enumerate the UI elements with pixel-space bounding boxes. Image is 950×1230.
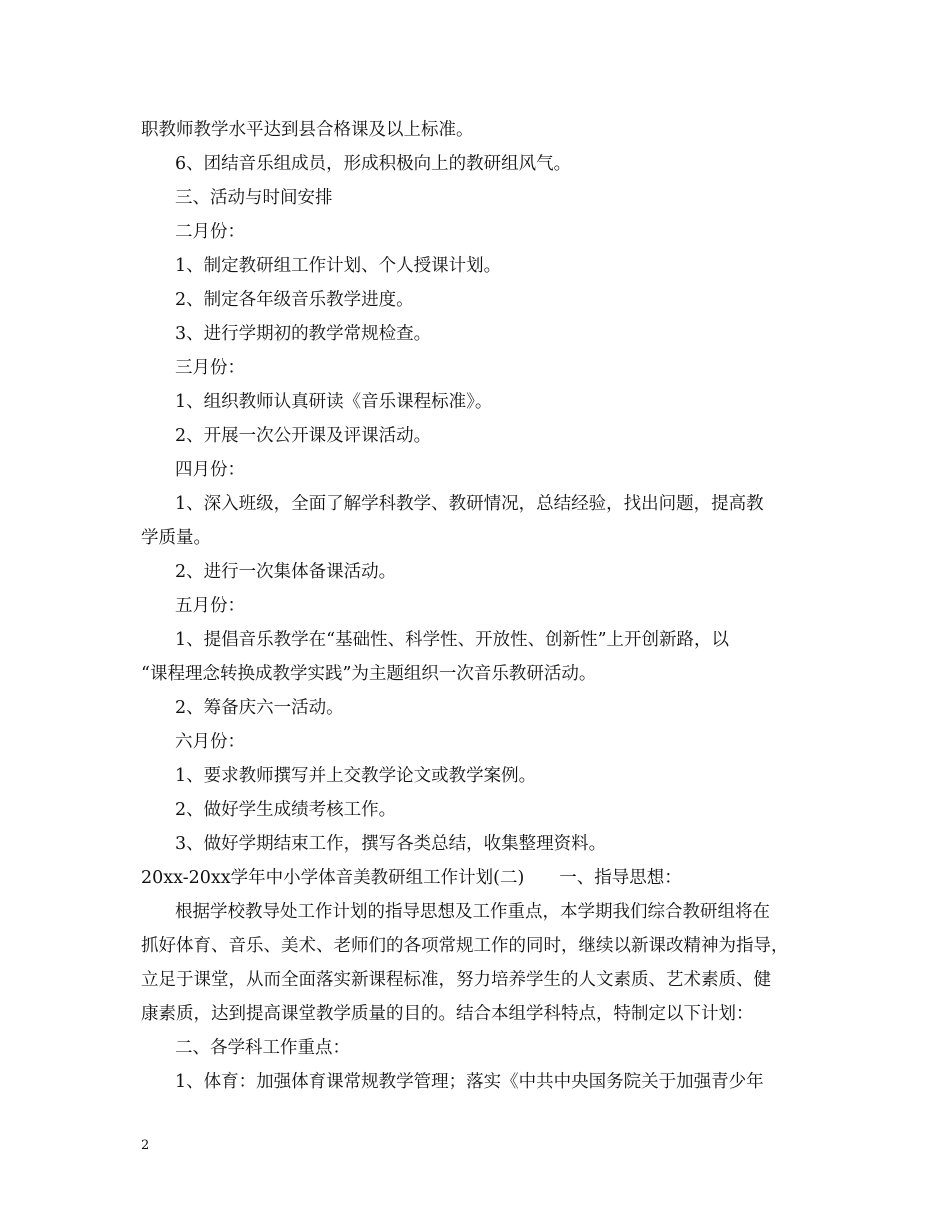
month-heading: 四月份： bbox=[175, 460, 245, 480]
text-line: 2、做好学生成绩考核工作。 bbox=[175, 800, 397, 820]
section-heading: 二、各学科工作重点： bbox=[175, 1038, 350, 1058]
text-line: 1、要求教师撰写并上交教学论文或教学案例。 bbox=[175, 766, 537, 786]
text-line: 立足于课堂，从而全面落实新课程标准，努力培养学生的人文素质、艺术素质、健 bbox=[141, 970, 771, 990]
text-line: 2、开展一次公开课及评课活动。 bbox=[175, 426, 432, 446]
text-line: 2、制定各年级音乐教学进度。 bbox=[175, 290, 414, 310]
text-line: 抓好体育、音乐、美术、老师们的各项常规工作的同时，继续以新课改精神为指导， bbox=[141, 936, 789, 956]
text-line: 3、做好学期结束工作，撰写各类总结，收集整理资料。 bbox=[175, 834, 607, 854]
page-number: 2 bbox=[141, 1138, 150, 1153]
document-title: 20xx-20xx学年中小学体音美教研组工作计划(二) 一、指导思想： bbox=[141, 868, 682, 888]
text-line: 1、组织教师认真研读《音乐课程标准》。 bbox=[175, 392, 493, 412]
text-line: 1、提倡音乐教学在“基础性、科学性、开放性、创新性”上开创新路，以 bbox=[175, 630, 730, 650]
section-heading: 三、活动与时间安排 bbox=[175, 188, 333, 208]
text-line: 2、进行一次集体备课活动。 bbox=[175, 562, 397, 582]
text-line: 3、进行学期初的教学常规检查。 bbox=[175, 324, 432, 344]
text-line: 康素质，达到提高课堂教学质量的目的。结合本组学科特点，特制定以下计划： bbox=[141, 1004, 754, 1024]
text-line: “课程理念转换成教学实践”为主题组织一次音乐教研活动。 bbox=[141, 664, 597, 684]
text-line: 学质量。 bbox=[141, 528, 211, 548]
text-line: 职教师教学水平达到县合格课及以上标准。 bbox=[141, 120, 474, 140]
text-line: 根据学校教导处工作计划的指导思想及工作重点，本学期我们综合教研组将在 bbox=[175, 902, 770, 922]
month-heading: 五月份： bbox=[175, 596, 245, 616]
text-line: 6、团结音乐组成员，形成积极向上的教研组风气。 bbox=[175, 154, 572, 174]
text-line: 2、筹备庆六一活动。 bbox=[175, 698, 344, 718]
month-heading: 二月份： bbox=[175, 222, 245, 242]
month-heading: 六月份： bbox=[175, 732, 245, 752]
text-line: 1、深入班级，全面了解学科教学、教研情况，总结经验，找出问题，提高教 bbox=[175, 494, 764, 514]
month-heading: 三月份： bbox=[175, 358, 245, 378]
text-line: 1、体育：加强体育课常规教学管理；落实《中共中央国务院关于加强青少年 bbox=[175, 1072, 764, 1092]
text-line: 1、制定教研组工作计划、个人授课计划。 bbox=[175, 256, 502, 276]
